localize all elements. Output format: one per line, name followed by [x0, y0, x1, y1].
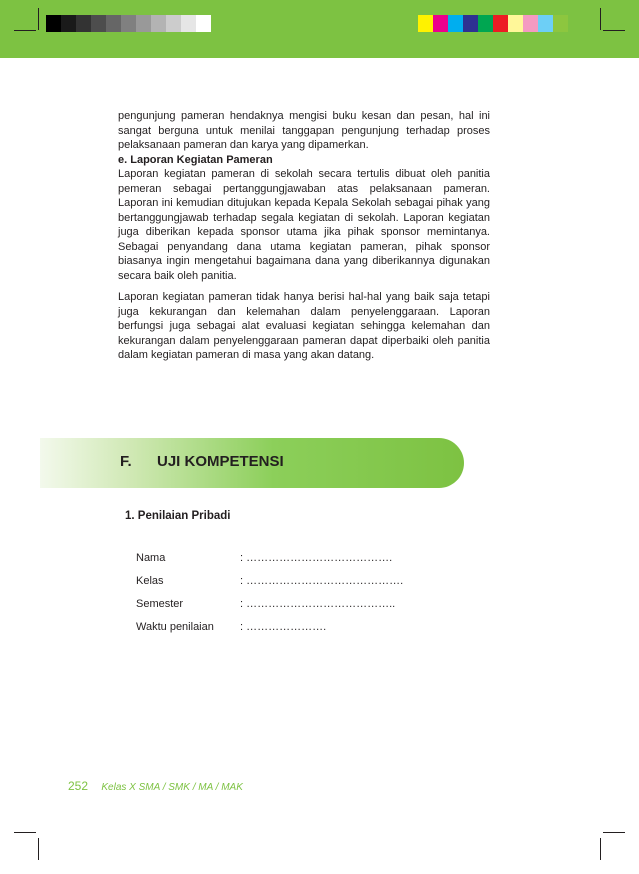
crop-mark-top-left-v	[38, 8, 39, 30]
calibration-swatch	[136, 15, 151, 32]
calibration-swatch	[493, 15, 508, 32]
calibration-swatch	[121, 15, 136, 32]
section-e-heading: e. Laporan Kegiatan Pameran	[118, 153, 273, 166]
paragraph-visitor-guestbook: pengunjung pameran hendaknya mengisi buku kesan dan pesan, hal ini sangat berguna untuk menilai tanggapan pengunjung terhadap proses pelaksanaan pameran dan karya yang dipamerkan.	[118, 110, 490, 151]
crop-mark-top-right-h	[603, 30, 625, 31]
crop-mark-bottom-left-h	[14, 832, 36, 833]
calibration-swatch	[433, 15, 448, 32]
page-footer	[68, 779, 243, 793]
form-blank: : …………………………………….	[240, 575, 404, 587]
calibration-swatch	[508, 15, 523, 32]
calibration-swatch	[151, 15, 166, 32]
crop-mark-bottom-left-v	[38, 838, 39, 860]
paragraph-exhibition-report: Laporan kegiatan pameran di sekolah secara tertulis dibuat oleh panitia pemeran sebagai pertanggungjawaban atas pelaksanaan pameran. Laporan ini kemudian ditujukan kepada Kepala Sekolah sebagai pihak yang bertanggungjawab terhadap segala kegiatan di sekolah. Laporan kegiatan juga diberikan kepada sponsor utama jika pihak sponsor memintanya. Sebagai penyandang dana utama kegiatan pameran, pihak sponsor biasanya ingin mengetahui bagaimana dana yang diberikannya digunakan secara baik oleh panitia.	[118, 168, 490, 282]
form-label: Semester	[136, 598, 184, 610]
calibration-swatch	[106, 15, 121, 32]
calibration-swatch	[196, 15, 211, 32]
section-f-title: UJI KOMPETENSI	[157, 453, 284, 470]
form-blank: : ………………….	[240, 621, 327, 633]
form-label: Waktu penilaian	[136, 621, 214, 633]
calibration-swatch	[61, 15, 76, 32]
calibration-swatch	[181, 15, 196, 32]
calibration-swatch	[553, 15, 568, 32]
calibration-swatch	[538, 15, 553, 32]
crop-mark-bottom-right-h	[603, 832, 625, 833]
calibration-swatch	[523, 15, 538, 32]
calibration-swatch	[448, 15, 463, 32]
book-title: Kelas X SMA / SMK / MA / MAK	[101, 782, 243, 793]
crop-mark-top-left-h	[14, 30, 36, 31]
form-label: Kelas	[136, 575, 164, 587]
color-calibration-bar	[418, 15, 568, 32]
calibration-swatch	[166, 15, 181, 32]
calibration-swatch	[91, 15, 106, 32]
calibration-swatch	[418, 15, 433, 32]
form-blank: : ………………………………….	[240, 552, 393, 564]
body-text	[118, 109, 490, 363]
section-f-number: F.	[120, 453, 132, 470]
crop-mark-bottom-right-v	[600, 838, 601, 860]
personal-assessment-heading: 1. Penilaian Pribadi	[125, 510, 231, 522]
form-blank: : …………………………………..	[240, 598, 396, 610]
page-number: 252	[68, 779, 89, 793]
calibration-swatch	[46, 15, 61, 32]
calibration-swatch	[463, 15, 478, 32]
paragraph-report-evaluation: Laporan kegiatan pameran tidak hanya berisi hal-hal yang baik saja tetapi juga kekurangan dan kelemahan dalam penyelenggaraan. Laporan berfungsi juga sebagai alat evaluasi kegiatan sehingga kelemahan dan kekurangan dalam penyelenggaraan pameran dapat diperbaiki oleh panitia dalam kegiatan pameran di masa yang akan datang.	[118, 291, 490, 361]
calibration-swatch	[478, 15, 493, 32]
calibration-swatch	[76, 15, 91, 32]
form-label: Nama	[136, 552, 166, 564]
grayscale-calibration-bar	[46, 15, 211, 32]
crop-mark-top-right-v	[600, 8, 601, 30]
